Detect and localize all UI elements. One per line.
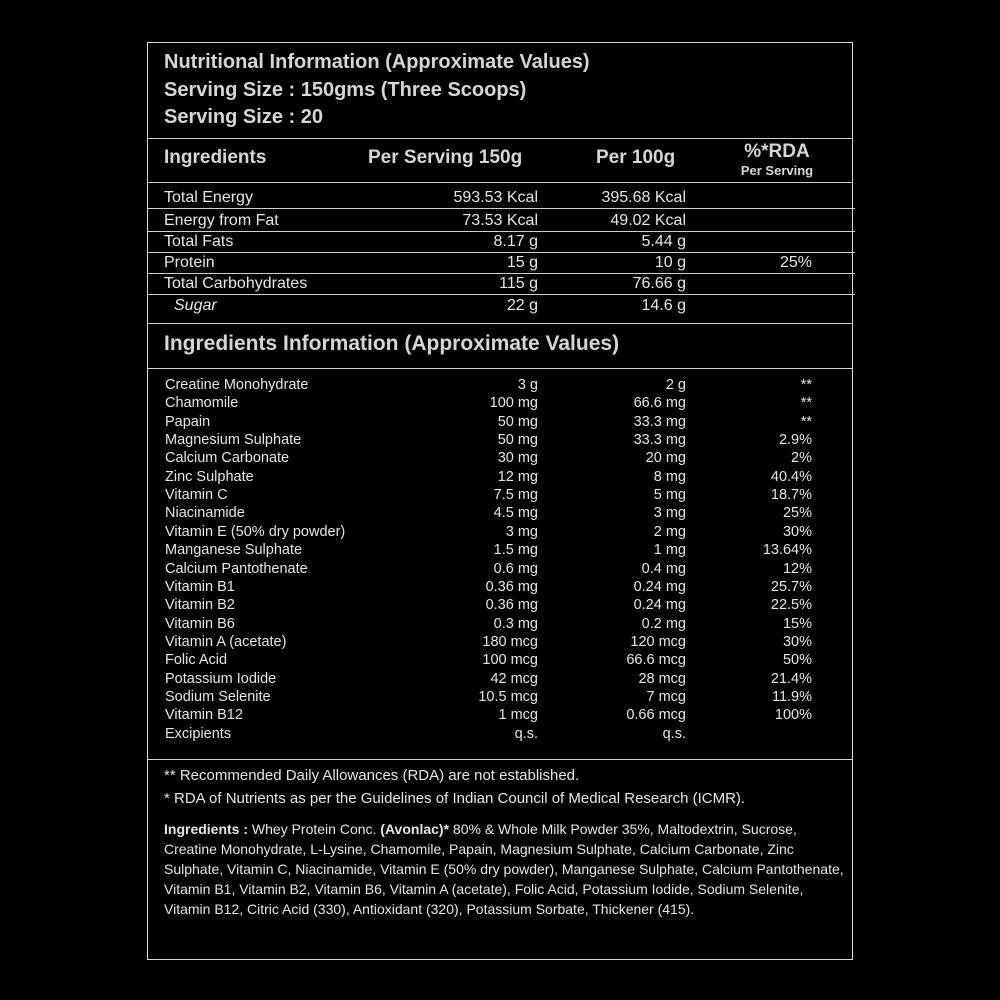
ingredient-per-serving: 1 mcg [498,707,538,724]
ingredient-row [148,561,854,579]
nutrition-per-100g: 76.66 g [632,275,686,292]
ingredient-row [148,707,854,725]
ingredients-list-part2: 80% & Whole Milk Powder 35%, Maltodextrin, Sucrose, Creatine Monohydrate, L-Lysine, Chamomile, Papain, Magnesium Sulphate, Calcium Carbonate, Zinc Sulphate, Vitamin C, Niacinamide, Vitamin E (50% dry powder), Manganese Sulphate, Calcium Pantothenate, Vitamin B1, Vitamin B2, Vitamin B6, Vitamin A (acetate), Folic Acid, Potassium Iodide, Sodium Selenite, Vitamin B12, Citric Acid (330), Antioxidant (320), Potassium Sorbate, Thickener (415). [164,821,844,917]
nutrition-per-100g: 5.44 g [641,233,686,250]
ingredient-name: Vitamin B1 [165,578,235,595]
ingredient-name: Vitamin B2 [165,597,235,614]
ingredient-row [148,689,854,707]
ingredient-per-serving: 1.5 mg [493,542,538,559]
ingredient-per-100g: 33.3 mg [633,432,686,449]
ingredient-per-serving: 3 g [517,377,538,393]
ingredient-name: Niacinamide [165,505,245,522]
ingredient-per-serving: 50 mg [497,432,538,449]
ingredient-per-serving: 0.6 mg [493,560,538,577]
ingredient-per-100g: 1 mg [653,542,686,559]
nutrition-name: Total Carbohydrates [164,275,308,292]
ingredients-info-title: Ingredients Information (Approximate Values) [164,332,620,355]
divider [148,368,852,369]
ingredient-per-serving: 100 mg [489,395,538,412]
ingredient-per-serving: 42 mcg [490,670,538,687]
ingredient-name: Folic Acid [165,652,228,669]
rda-note-2: * RDA of Nutrients as per the Guidelines of Indian Council of Medical Research (ICMR). [164,790,746,807]
row-divider [148,252,855,253]
ingredients-list-brand: (Avonlac)* [380,821,450,837]
nutrition-per-100g: 395.68 Kcal [601,189,686,206]
ingredient-rda: 100% [774,707,812,724]
ingredient-row [148,469,854,487]
ingredient-per-100g: 20 mg [645,450,686,467]
ingredient-per-serving: 0.3 mg [493,615,538,632]
nutrition-per-serving: 8.17 g [493,233,538,250]
ingredient-rda: ** [800,395,812,412]
nutrition-name: Total Fats [164,233,234,250]
ingredient-per-serving: 50 mg [497,413,538,430]
ingredient-row [148,597,854,615]
ingredient-rda: 11.9% [771,688,812,705]
nutrition-per-serving: 593.53 Kcal [453,189,538,206]
ingredient-row [148,671,854,689]
row-divider [148,273,855,274]
ingredient-name: Papain [165,413,211,430]
ingredient-per-100g: 5 mg [653,487,686,504]
ingredients-list-part1: Whey Protein Conc. [248,821,381,837]
nutrition-per-serving: 73.53 Kcal [462,212,538,229]
ingredients-list [164,819,844,919]
ingredient-rda: ** [800,413,812,430]
col-per-serving: Per Serving 150g [368,147,523,168]
ingredient-rda: 15% [782,615,812,632]
ingredient-row [148,579,854,597]
ingredient-rda: 25.7% [770,578,812,595]
ingredient-name: Magnesium Sulphate [165,432,302,449]
nutrition-label-panel [147,42,853,960]
ingredient-per-serving: 10.5 mcg [478,688,538,705]
ingredient-per-serving: 3 mg [505,523,538,540]
ingredient-per-serving: 100 mcg [482,652,538,669]
ingredient-per-serving: q.s. [514,725,538,742]
ingredient-rda: 50% [782,652,812,669]
ingredient-row [148,726,854,744]
divider [148,323,852,324]
col-rda-sub: Per Serving [740,163,814,178]
ingredient-rda: 22.5% [770,597,812,614]
ingredient-rda: 40.4% [770,468,812,485]
ingredient-per-100g: q.s. [662,725,686,742]
divider [148,759,852,760]
nutrition-rda: 25% [779,254,812,271]
ingredient-row [148,414,854,432]
row-divider [148,208,855,209]
ingredient-rda: 2% [791,450,812,467]
ingredient-rda: 21.4% [770,670,812,687]
row-divider [148,294,855,295]
rda-note-1: ** Recommended Daily Allowances (RDA) are not established. [164,767,580,784]
ingredient-row [148,450,854,468]
ingredient-rda: 2.9% [778,432,812,449]
ingredient-per-100g: 7 mcg [646,688,686,705]
ingredient-name: Vitamin B12 [165,707,243,724]
ingredient-name: Manganese Sulphate [165,542,303,559]
ingredient-name: Sodium Selenite [165,688,271,705]
nutrition-name: Energy from Fat [164,212,279,229]
ingredient-per-100g: 3 mg [653,505,686,522]
ingredient-name: Vitamin A (acetate) [165,633,287,650]
ingredient-rda: 25% [782,505,812,522]
nutrition-per-100g: 49.02 Kcal [610,212,686,229]
ingredient-per-100g: 33.3 mg [633,413,686,430]
nutrition-per-serving: 115 g [499,275,538,292]
ingredient-per-100g: 66.6 mg [633,395,686,412]
ingredient-per-100g: 2 mg [653,523,686,540]
ingredient-row [148,377,854,395]
ingredient-name: Vitamin E (50% dry powder) [165,523,346,540]
ingredient-rda: 30% [782,633,812,650]
ingredient-name: Creatine Monohydrate [165,377,309,393]
ingredient-per-100g: 0.24 mg [633,578,686,595]
ingredient-rda: 12% [782,560,812,577]
nutrition-per-serving: 15 g [506,254,538,271]
ingredient-rda: 18.7% [770,487,812,504]
ingredient-row [148,487,854,505]
col-rda: %*RDA [744,141,810,162]
ingredient-name: Calcium Pantothenate [165,560,308,577]
ingredient-per-serving: 180 mcg [482,633,538,650]
ingredient-per-100g: 0.4 mg [641,560,686,577]
ingredient-per-serving: 30 mg [497,450,538,467]
col-ingredients: Ingredients [164,147,267,168]
ingredient-rda: ** [800,377,812,393]
ingredient-per-serving: 0.36 mg [485,597,538,614]
header-serving-size: Serving Size : 150gms (Three Scoops) [164,79,527,101]
ingredient-per-100g: 8 mg [653,468,686,485]
nutrition-name: Protein [164,254,215,271]
divider [148,138,852,139]
header-servings: Serving Size : 20 [164,106,323,128]
ingredient-name: Zinc Sulphate [165,468,254,485]
ingredient-row [148,652,854,670]
ingredient-row [148,395,854,413]
ingredient-name: Vitamin B6 [165,615,235,632]
ingredient-per-100g: 0.24 mg [633,597,686,614]
ingredient-per-serving: 4.5 mg [493,505,538,522]
row-divider [148,231,855,232]
nutrition-name: Total Energy [164,189,253,206]
ingredient-name: Potassium Iodide [165,670,277,687]
ingredient-per-100g: 2 g [665,377,686,393]
ingredient-row [148,634,854,652]
ingredient-name: Excipients [165,725,232,742]
nutrition-per-100g: 14.6 g [641,297,686,314]
ingredient-rda: 30% [782,523,812,540]
ingredient-per-100g: 66.6 mcg [626,652,686,669]
ingredient-name: Vitamin C [165,487,228,504]
ingredient-row [148,542,854,560]
nutrition-name: Sugar [174,297,217,314]
ingredient-name: Chamomile [165,395,239,412]
ingredient-per-100g: 0.2 mg [641,615,686,632]
col-per-100g: Per 100g [596,147,676,168]
ingredient-per-serving: 7.5 mg [493,487,538,504]
ingredients-list-label: Ingredients : [164,821,249,837]
ingredient-per-100g: 0.66 mcg [626,707,686,724]
nutrition-per-100g: 10 g [654,254,686,271]
ingredient-name: Calcium Carbonate [165,450,290,467]
ingredient-per-serving: 12 mg [497,468,538,485]
ingredient-row [148,432,854,450]
ingredient-row [148,505,854,523]
ingredient-per-100g: 28 mcg [638,670,686,687]
nutrition-row [148,297,854,319]
nutrition-per-serving: 22 g [506,297,538,314]
ingredient-rda: 13.64% [762,542,812,559]
ingredient-per-100g: 120 mcg [630,633,686,650]
header-title: Nutritional Information (Approximate Values) [164,51,590,73]
ingredient-row [148,616,854,634]
ingredient-per-serving: 0.36 mg [485,578,538,595]
ingredient-row [148,524,854,542]
divider [148,182,852,183]
